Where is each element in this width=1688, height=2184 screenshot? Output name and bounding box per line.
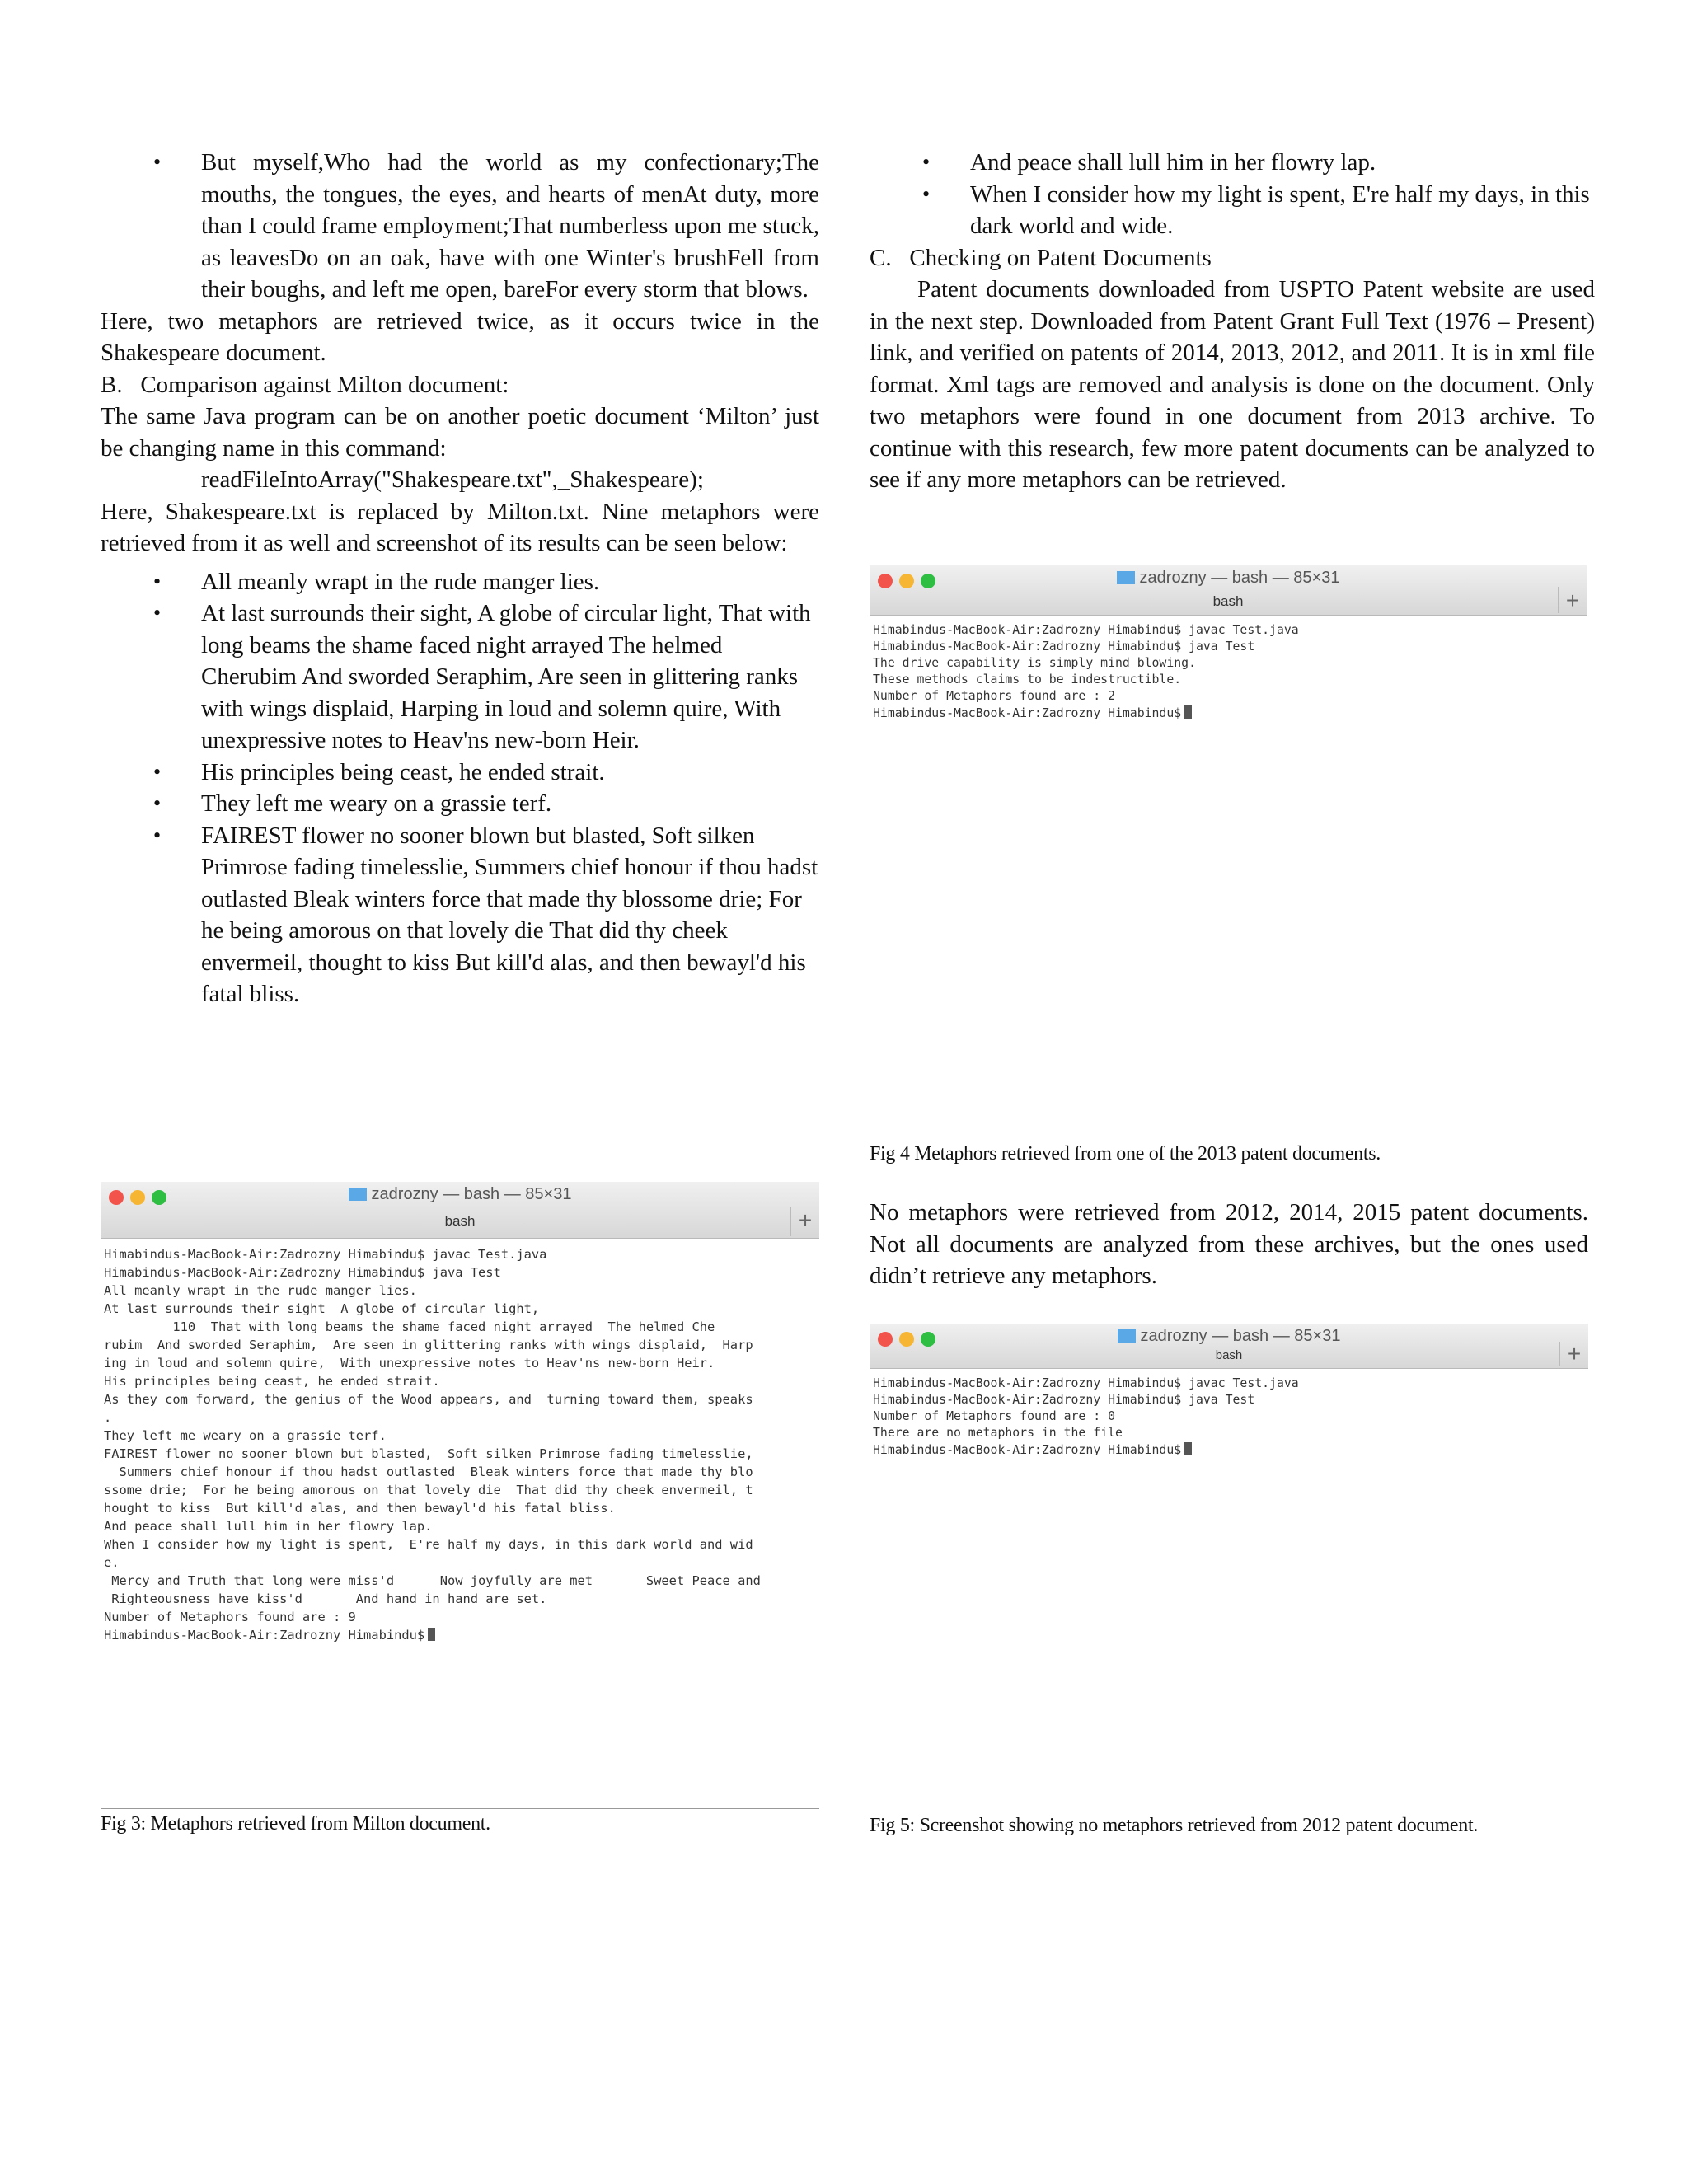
terminal-title: zadrozny — bash — 85×31	[1139, 569, 1340, 587]
terminal-line: rubim And sworded Seraphim, Are seen in glittering ranks with wings displaid, Harp	[104, 1338, 753, 1352]
terminal-line: The drive capability is simply mind blowing.	[873, 656, 1196, 670]
new-tab-plus-icon: +	[790, 1207, 819, 1236]
fig4-caption: Fig 4 Metaphors retrieved from one of the 2013 patent documents.	[870, 1143, 1381, 1165]
terminal-titlebar	[101, 1182, 819, 1239]
left-column	[101, 147, 819, 1010]
terminal-line: ing in loud and solemn quire, With unexpressive notes to Heav'ns new-born Heir.	[104, 1356, 715, 1371]
list-item: • His principles being ceast, he ended strait.	[201, 757, 819, 789]
folder-icon	[349, 1188, 367, 1201]
terminal-line: And peace shall lull him in her flowry lap.	[104, 1519, 433, 1534]
terminal-line: Himabindus-MacBook-Air:Zadrozny Himabindu$ java Test	[104, 1265, 501, 1280]
terminal-cursor	[1184, 1442, 1192, 1455]
shakespeare-bullet-list	[101, 147, 819, 306]
milton-bullet-list	[101, 566, 819, 1010]
terminal-line: Himabindus-MacBook-Air:Zadrozny Himabindu$ javac Test.java	[104, 1247, 547, 1262]
paragraph: No metaphors were retrieved from 2012, 2014, 2015 patent documents. Not all documents are analyzed from these archives, but the ones used didn’t retrieve any metaphors.	[870, 1199, 1588, 1289]
terminal-output	[101, 1239, 819, 1644]
terminal-cursor	[428, 1628, 435, 1641]
terminal-tab: bash	[1212, 593, 1244, 609]
folder-icon	[1118, 1329, 1136, 1343]
terminal-cursor	[1184, 705, 1192, 719]
list-item: • At last surrounds their sight, A globe of circular light, That with long beams the shame faced night arrayed The helmed Cherubim And sworded Seraphim, Are seen in glittering ranks with wings displaid, Harping in loud and solemn quire, With unexpressive notes to Heav'ns new-born Heir.	[201, 598, 819, 757]
code-command: readFileIntoArray("Shakespeare.txt",_Shakespeare);	[201, 466, 704, 493]
list-item: • FAIREST flower no sooner blown but blasted, Soft silken Primrose fading timelesslie, Summers chief honour if thou hadst outlasted Bleak winters force that made thy blossome drie; For he being amorous on that lovely die That did thy cheek envermeil, thought to kiss But kill'd alas, and then bewayl'd his fatal bliss.	[201, 820, 819, 1010]
terminal-tab: bash	[1215, 1348, 1243, 1362]
list-item: • And peace shall lull him in her flowry lap.	[970, 147, 1595, 179]
fig3-caption: Fig 3: Metaphors retrieved from Milton document.	[101, 1813, 490, 1835]
terminal-line: At last surrounds their sight A globe of circular light,	[104, 1301, 540, 1316]
terminal-line: They left me weary on a grassie terf.	[104, 1428, 387, 1443]
terminal-line: Himabindus-MacBook-Air:Zadrozny Himabindu$ java Test	[873, 640, 1255, 654]
terminal-output	[870, 1369, 1588, 1455]
terminal-tab: bash	[444, 1213, 476, 1229]
terminal-line: Himabindus-MacBook-Air:Zadrozny Himabindu$ javac Test.java	[873, 1376, 1299, 1390]
terminal-line: Himabindus-MacBook-Air:Zadrozny Himabindu$	[873, 706, 1182, 720]
right-column	[870, 147, 1595, 496]
list-item: • When I consider how my light is spent, E're half my days, in this dark world and wide.	[970, 179, 1595, 242]
terminal-title: zadrozny — bash — 85×31	[371, 1185, 572, 1203]
paragraph: The same Java program can be on another poetic document ‘Milton’ just be changing name in this command:	[101, 403, 819, 462]
paragraph: Here, two metaphors are retrieved twice, as it occurs twice in the Shakespeare document.	[101, 307, 819, 366]
paragraph: Patent documents downloaded from USPTO Patent website are used in the next step. Downloaded from Patent Grant Full Text (1976 – Present) link, and verified on patents of 2014, 2013, 2012, and 2011. It is in xml file format. Xml tags are removed and analysis is done on the document. Only two metaphors were found in one document from 2013 archive. To continue with this research, few more patent documents can be analyzed to see if any more metaphors can be retrieved.	[870, 276, 1595, 493]
paragraph: Here, Shakespeare.txt is replaced by Milton.txt. Nine metaphors were retrieved from it as well and screenshot of its results can be seen below:	[101, 498, 819, 556]
terminal-line: Himabindus-MacBook-Air:Zadrozny Himabindu$ java Test	[873, 1393, 1255, 1407]
terminal-output	[870, 616, 1587, 722]
milton-bullet-list-continued	[870, 147, 1595, 242]
terminal-line: These methods claims to be indestructible.	[873, 673, 1182, 687]
terminal-line: Number of Metaphors found are : 0	[873, 1409, 1115, 1423]
terminal-line: Mercy and Truth that long were miss'd Now joyfully are met Sweet Peace and	[104, 1573, 761, 1588]
terminal-line: Himabindus-MacBook-Air:Zadrozny Himabindu$	[873, 1443, 1182, 1455]
new-tab-plus-icon: +	[1559, 1342, 1588, 1366]
terminal-line: .	[104, 1410, 112, 1425]
fig5-caption: Fig 5: Screenshot showing no metaphors retrieved from 2012 patent document.	[870, 1815, 1479, 1836]
terminal-screenshot-fig3	[101, 1182, 819, 1809]
terminal-line: Number of Metaphors found are : 2	[873, 689, 1115, 703]
terminal-titlebar	[870, 565, 1587, 616]
list-item: • They left me weary on a grassie terf.	[201, 788, 819, 820]
list-item: • But myself,Who had the world as my confectionary;The mouths, the tongues, the eyes, and hearts of menAt duty, more than I could frame employment;That numberless upon me stuck, as leavesDo on an oak, have with one Winter's brushFell from their boughs, and left me open, bareFor every storm that blows.	[201, 147, 819, 306]
terminal-line: All meanly wrapt in the rude manger lies.	[104, 1283, 417, 1298]
section-heading-b: B. Comparison against Milton document:	[101, 371, 509, 398]
section-heading-c: C. Checking on Patent Documents	[870, 244, 1212, 271]
terminal-title: zadrozny — bash — 85×31	[1140, 1327, 1341, 1345]
terminal-line: 110 That with long beams the shame faced night arrayed The helmed Che	[104, 1319, 715, 1334]
terminal-line: FAIREST flower no sooner blown but blasted, Soft silken Primrose fading timelesslie,	[104, 1446, 753, 1461]
list-item: • All meanly wrapt in the rude manger lies.	[201, 566, 819, 598]
new-tab-plus-icon: +	[1558, 587, 1587, 613]
terminal-line: ssome drie; For he being amorous on that lovely die That did thy cheek envermeil, t	[104, 1483, 753, 1497]
terminal-line: e.	[104, 1555, 120, 1570]
folder-icon	[1117, 571, 1135, 584]
terminal-line: His principles being ceast, he ended strait.	[104, 1374, 440, 1389]
terminal-titlebar	[870, 1324, 1588, 1369]
terminal-line: As they com forward, the genius of the Wood appears, and turning toward them, speaks	[104, 1392, 753, 1407]
terminal-line: When I consider how my light is spent, E're half my days, in this dark world and wid	[104, 1537, 753, 1552]
terminal-line: Summers chief honour if thou hadst outlasted Bleak winters force that made thy blo	[104, 1465, 753, 1479]
terminal-line: hought to kiss But kill'd alas, and then bewayl'd his fatal bliss.	[104, 1501, 616, 1516]
terminal-line: Himabindus-MacBook-Air:Zadrozny Himabindu$ javac Test.java	[873, 623, 1299, 637]
terminal-screenshot-fig4	[870, 565, 1587, 755]
terminal-line: Himabindus-MacBook-Air:Zadrozny Himabindu$	[104, 1628, 425, 1643]
terminal-line: There are no metaphors in the file	[873, 1426, 1123, 1440]
terminal-screenshot-fig5	[870, 1324, 1588, 1455]
terminal-line: Number of Metaphors found are : 9	[104, 1610, 356, 1624]
terminal-line: Righteousness have kiss'd And hand in hand are set.	[104, 1591, 547, 1606]
